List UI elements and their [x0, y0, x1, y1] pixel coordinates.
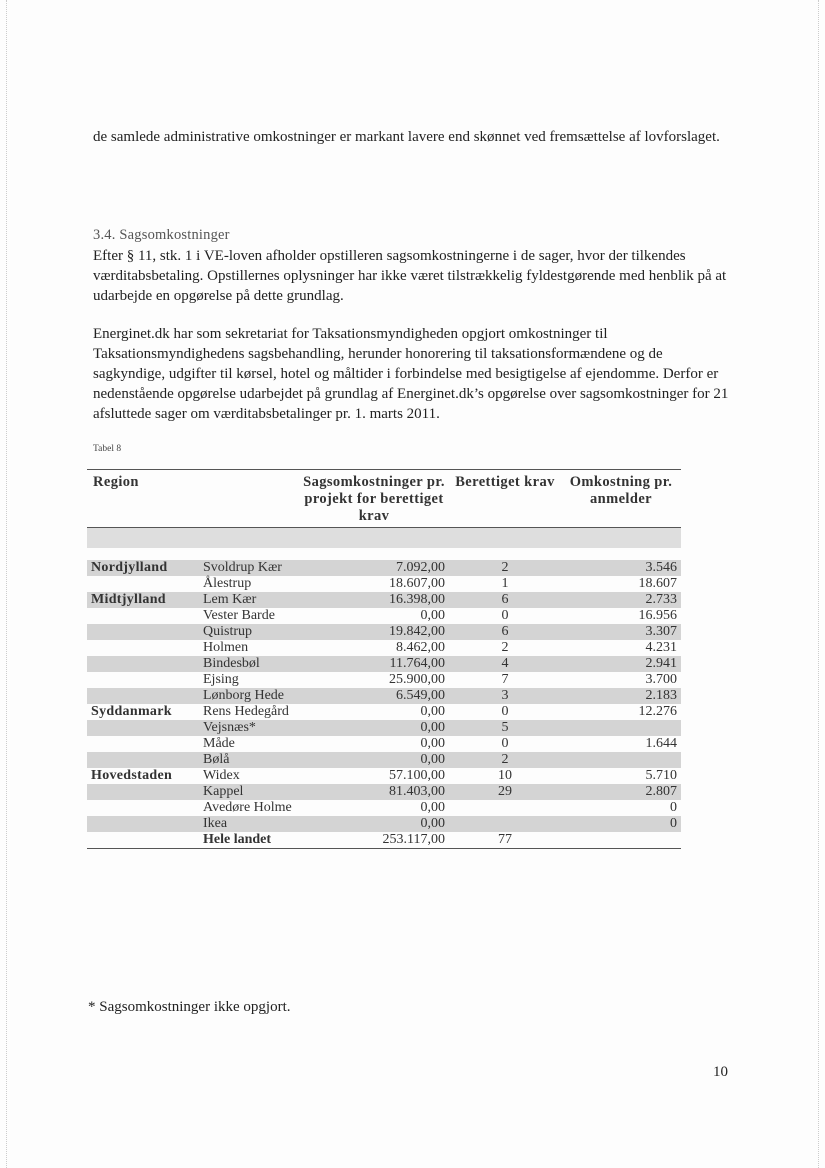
table-cell-region	[87, 672, 199, 688]
total-per-claimant	[561, 832, 681, 849]
table-cell-region	[87, 624, 199, 640]
table-cell-project: Avedøre Holme	[203, 800, 292, 815]
total-cost: 253.117,00	[299, 832, 449, 849]
table-cell-project: Bindesbøl	[199, 656, 299, 672]
table-cell-region	[87, 688, 199, 704]
table-cell-region	[87, 800, 199, 816]
table-row	[87, 560, 681, 576]
table-cell-cost: 19.842,00	[299, 624, 449, 640]
table-row	[87, 624, 681, 640]
table-cell-project: Lem Kær	[199, 592, 299, 608]
header-per-claimant: Omkostning pr. anmelder	[569, 474, 673, 507]
table-cell-cost: 0,00	[420, 608, 445, 623]
table-cell-region	[87, 656, 199, 672]
table-cell-region	[87, 720, 199, 736]
table-cell-claims: 0	[501, 736, 509, 751]
table-cell-claims: 6	[449, 624, 561, 640]
table-cell-claims	[449, 800, 561, 816]
header-cost: Sagsomkostninger pr. projekt for berettiget krav	[303, 474, 445, 524]
table-row	[87, 784, 681, 800]
table-cell-project: Måde	[203, 736, 235, 751]
table-cell-project: Widex	[203, 768, 240, 783]
table-cell-project: Vejsnæs*	[199, 720, 299, 736]
table-cell-region	[87, 608, 199, 624]
table-cell-per-claimant: 2.183	[561, 688, 681, 704]
table-row	[87, 736, 681, 752]
table-cell-per-claimant: 4.231	[645, 640, 677, 655]
table-cell-claims: 5	[449, 720, 561, 736]
table-gap-row	[87, 548, 681, 560]
table-cell-cost: 0,00	[420, 736, 445, 751]
header-claims: Berettiget krav	[455, 474, 555, 490]
table-cell-per-claimant: 3.546	[561, 560, 681, 576]
table-blank-row	[87, 528, 681, 549]
table-cell-cost: 0,00	[299, 752, 449, 768]
table-cell-region: Midtjylland	[87, 592, 199, 608]
table-cell-project: Ejsing	[203, 672, 239, 687]
table-cell-cost: 7.092,00	[299, 560, 449, 576]
page-number: 10	[713, 1064, 728, 1080]
table-cell-cost: 57.100,00	[389, 768, 445, 783]
table-row	[87, 592, 681, 608]
table-row	[87, 752, 681, 768]
table-cell-claims: 7	[501, 672, 509, 687]
cost-table	[87, 469, 681, 849]
section-heading: 3.4. Sagsomkostninger	[93, 227, 230, 243]
table-cell-project: Lønborg Hede	[199, 688, 299, 704]
table-cell-project: Vester Barde	[203, 608, 275, 623]
table-cell-claims: 0	[501, 608, 509, 623]
table-cell-per-claimant: 12.276	[638, 704, 677, 719]
footnote: * Sagsomkostninger ikke opgjort.	[88, 999, 291, 1015]
table-row	[87, 656, 681, 672]
table-cell-per-claimant: 0	[561, 816, 681, 832]
table-cell-per-claimant	[561, 752, 681, 768]
table-row	[87, 704, 681, 720]
table-row	[87, 688, 681, 704]
table-caption: Tabel 8	[93, 444, 122, 454]
table-cell-claims: 6	[449, 592, 561, 608]
table-cell-region: Nordjylland	[87, 560, 199, 576]
table-cell-claims: 2	[501, 640, 509, 655]
page-edge-left	[6, 0, 7, 1168]
table-cell-project: Svoldrup Kær	[199, 560, 299, 576]
table-cell-region	[87, 736, 199, 752]
table-row	[87, 768, 681, 784]
table-row	[87, 800, 681, 816]
table-cell-per-claimant: 2.807	[561, 784, 681, 800]
table-row	[87, 720, 681, 736]
table-cell-project: Kappel	[199, 784, 299, 800]
table-cell-per-claimant: 0	[670, 800, 677, 815]
header-region: Region	[93, 474, 139, 490]
table-cell-project: Rens Hedegård	[203, 704, 289, 719]
table-cell-cost: 0,00	[299, 720, 449, 736]
table-cell-project: Quistrup	[199, 624, 299, 640]
total-claims: 77	[449, 832, 561, 849]
table-cell-per-claimant: 16.956	[638, 608, 677, 623]
table-cell-region	[87, 832, 199, 849]
table-cell-project: Ålestrup	[203, 576, 252, 591]
table-cell-claims: 1	[501, 576, 509, 591]
table-total-row	[87, 832, 681, 849]
section-paragraph-1: Efter § 11, stk. 1 i VE-loven afholder opstilleren sagsomkostningerne i de sager, hvor der tilkendes værditabsbetaling. Opstillernes oplysninger har ikke været tilstrækkelig fyldestgørende med henblik på at udarbejde en opgørelse på dette grundlag.	[93, 248, 727, 304]
table-cell-region	[87, 576, 199, 592]
table-cell-per-claimant: 3.307	[561, 624, 681, 640]
table-cell-per-claimant: 2.733	[561, 592, 681, 608]
table-row	[87, 576, 681, 592]
table-cell-claims: 4	[449, 656, 561, 672]
table-cell-project: Ikea	[199, 816, 299, 832]
table-header-row	[87, 470, 681, 528]
table-cell-cost: 81.403,00	[299, 784, 449, 800]
table-cell-project: Holmen	[203, 640, 249, 655]
table-row	[87, 640, 681, 656]
table-cell-per-claimant: 3.700	[645, 672, 677, 687]
intro-paragraph: de samlede administrative omkostninger er markant lavere end skønnet ved fremsættelse af lovforslaget.	[93, 129, 720, 145]
table-cell-per-claimant: 18.607	[638, 576, 677, 591]
table-cell-cost: 11.764,00	[299, 656, 449, 672]
table-row	[87, 816, 681, 832]
table-cell-cost: 18.607,00	[389, 576, 445, 591]
table-cell-cost: 25.900,00	[389, 672, 445, 687]
table-cell-cost: 6.549,00	[299, 688, 449, 704]
table-cell-cost: 0,00	[420, 704, 445, 719]
table-cell-cost: 8.462,00	[396, 640, 445, 655]
table-cell-claims: 29	[449, 784, 561, 800]
table-cell-per-claimant: 1.644	[645, 736, 677, 751]
header-project-spacer	[199, 470, 299, 528]
table-cell-region: Hovedstaden	[91, 768, 173, 783]
table-cell-claims: 2	[449, 752, 561, 768]
page-edge-right	[818, 0, 819, 1168]
table-cell-cost: 0,00	[299, 816, 449, 832]
total-label: Hele landet	[199, 832, 299, 849]
table-cell-claims: 10	[498, 768, 512, 783]
table-cell-cost: 0,00	[420, 800, 445, 815]
table-body	[87, 528, 681, 849]
table-cell-project: Bølå	[199, 752, 299, 768]
section-paragraph-2: Energinet.dk har som sekretariat for Taksationsmyndigheden opgjort omkostninger til Taksationsmyndighedens sagsbehandling, herunder honorering til taksationsformændene og de sagkyndige, udgifter til kørsel, hotel og måltider i forbindelse med besigtigelse af ejendomme. Derfor er nedenstående opgørelse udarbejdet på grundlag af Energinet.dk’s opgørelse over sagsomkostninger for 21 afsluttede sager om værditabsbetalinger pr. 1. marts 2011.	[93, 326, 729, 422]
table-row	[87, 672, 681, 688]
table-cell-region: Syddanmark	[91, 704, 172, 719]
table-cell-per-claimant: 2.941	[561, 656, 681, 672]
table-cell-claims: 2	[449, 560, 561, 576]
table-cell-region	[87, 784, 199, 800]
table-cell-region	[87, 816, 199, 832]
table-cell-region	[87, 752, 199, 768]
table-row	[87, 608, 681, 624]
table-cell-claims	[449, 816, 561, 832]
table-cell-claims: 0	[501, 704, 509, 719]
table-cell-per-claimant	[561, 720, 681, 736]
table-cell-region	[87, 640, 199, 656]
table-cell-cost: 16.398,00	[299, 592, 449, 608]
table-cell-per-claimant: 5.710	[645, 768, 677, 783]
table-cell-claims: 3	[449, 688, 561, 704]
